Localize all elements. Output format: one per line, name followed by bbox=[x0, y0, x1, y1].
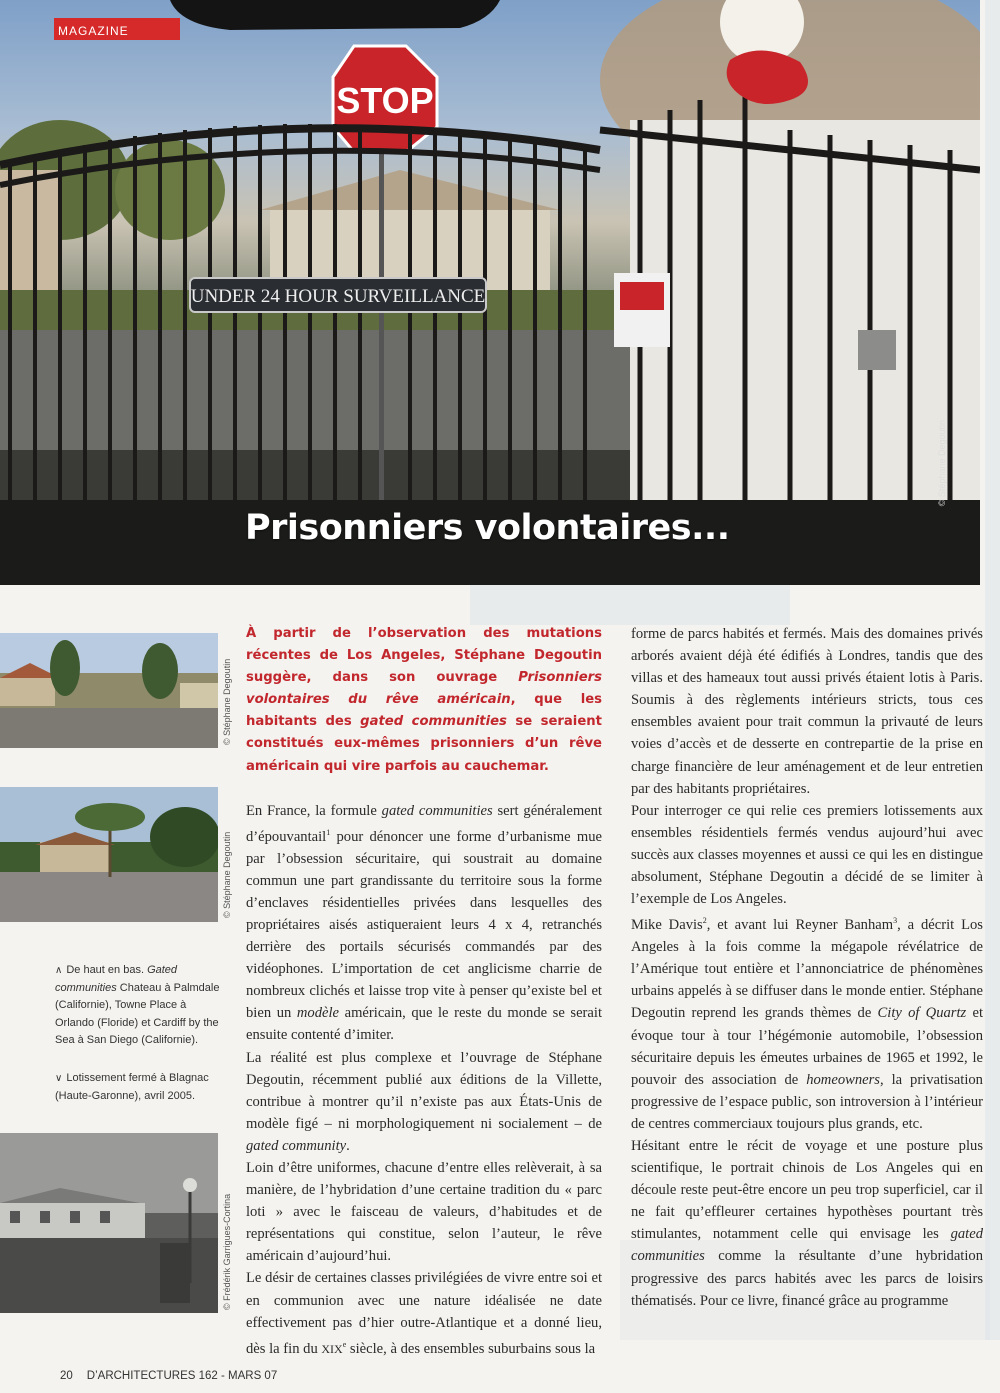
photo-credit-2: © Stéphane Degoutin bbox=[222, 831, 232, 918]
section-tag: MAGAZINE bbox=[54, 18, 180, 40]
gate-illustration bbox=[0, 0, 980, 585]
paragraph: Hésitant entre le récit de voyage et une posture plus scientifique, le portrait chinois de Los Angeles qui en découle reste peut-être encore un peu trop superficiel, car il ne fait qu’effleurer certaines hypothèses pourtant très stimulantes, notamment celle qui envisage les gated communities comme la résultante d’une hybridation progressive des parcs habités avec les parcs de loisirs thématisés. Pour ce livre, financé grâce au programme bbox=[631, 1138, 983, 1309]
hero-photo bbox=[0, 0, 980, 585]
page-number: 20 bbox=[60, 1370, 73, 1382]
paragraph: En France, la formule gated communities sert généralement d’épouvantail$^1$ pour dénoncer une forme d’urbanisme mue par l’obsession sécuritaire, qui soustrait au domaine commun une part grandissante du territoire sous la forme d’enclaves résidentielles privées dans lesquelles des propriétaires aisés astiqueraient leurs 4 x 4, retranchés derrière des portails sécurisés commandés par des vidéophones. L’importation de cet anglicisme charrie de nombreux clichés et laisse trop vite à penser qu’existe bel et bien un modèle américain, que le reste du monde se serait ensuite contenté d’imiter. bbox=[246, 802, 603, 1044]
publication-name: D’ARCHITECTURES 162 - MARS 07 bbox=[86, 1370, 278, 1382]
photo-caption-bottom: ∨ Lotissement fermé à Blagnac (Haute-Garonne), avril 2005. bbox=[55, 1072, 209, 1102]
photo-caption-top: ∧ De haut en bas. Gated communities Chateau à Palmdale (Californie), Towne Place à Orlando (Floride) et Cardiff by the Sea à San Diego (Californie). bbox=[55, 964, 220, 1046]
page-title: Prisonniers volontaires... bbox=[245, 508, 730, 548]
page-footer bbox=[60, 1370, 291, 1382]
main-photo-credit: © Stéphane Degoutin bbox=[937, 420, 947, 507]
surveillance-sign-text: UNDER 24 HOUR SURVEILLANCE bbox=[190, 286, 486, 307]
paragraph: Mike Davis$^2$, et avant lui Reyner Banham$^3$, a décrit Los Angeles à la fois comme la mégapole révélatrice de l’Amérique tout entière et l’annonciatrice de phénomènes urbains appelés à se diffuser dans le monde entier. Stéphane Degoutin reprend les grands thèmes de City of Quartz et évoque tour à tour l’hégémonie automobile, l’obsession sécuritaire depuis les émeutes urbaines de 1965 et 1992, le pouvoir des association de homeowners, la privatisation progressive de l’espace public, son introversion à l’intérieur de centres commerciaux toujours plus grands, etc. bbox=[631, 916, 984, 1132]
side-photo-blagnac bbox=[0, 1133, 218, 1313]
up-arrow-icon: ∧ bbox=[55, 965, 63, 976]
photo-credit-3: © Frédérik Garrigues-Cortina bbox=[222, 1193, 232, 1310]
down-arrow-icon: ∨ bbox=[55, 1073, 63, 1084]
article-column-1 bbox=[246, 623, 602, 1360]
paragraph: Pour interroger ce qui relie ces premiers lotissements aux ensembles résidentiels fermés vendus aujourd’hui avec succès aux classes moyennes et aussi ce qui les en distingue absolument, Stéphane Degoutin a décidé de se limiter à l’exemple de Los Angeles. bbox=[631, 802, 983, 908]
paragraph: La réalité est plus complexe et l’ouvrage de Stéphane Degoutin, récemment publié aux éditions de la Villette, contribue à montrer qu’il n’existe pas aux États-Unis de modèle figé – ni morphologiquement ni socialement – de gated community. bbox=[246, 1049, 602, 1154]
background-tile bbox=[470, 585, 790, 625]
side-photo-palmdale bbox=[0, 633, 218, 748]
paragraph: Loin d’être uniformes, chacune d’entre elles relèverait, à sa manière, de l’hybridation d’une certaine tradition du « parc loti » avec le faisceau de valeurs, d’habitudes et de représentations qui constitue, selon l’auteur, le rêve américain d’aujourd’hui. bbox=[246, 1160, 602, 1265]
article-column-2 bbox=[631, 623, 983, 1312]
stop-sign-text: STOP bbox=[336, 80, 434, 121]
paragraph: Le désir de certaines classes privilégiées de vivre entre soi et en communion avec une nature idéalisée ne date effectivement pas d’hier outre-Atlantique et a donné lieu, dès la fin du XIXe siècle, à des ensembles suburbains sous la bbox=[246, 1270, 602, 1357]
side-photo-orlando bbox=[0, 787, 218, 922]
background-tile bbox=[985, 0, 1000, 1340]
article-lead: À partir de l’observation des mutations récentes de Los Angeles, Stéphane Degoutin suggère, dans son ouvrage Prisonniers volontaires du rêve américain, que les habitants des gated communities se seraient constitués eux-mêmes prisonniers d’un rêve américain qui vire parfois au cauchemar. bbox=[246, 626, 603, 774]
paragraph: forme de parcs habités et fermés. Mais des domaines privés arborés avaient déjà été édifiés à Londres, tandis que des villas et des hameaux tout aussi privés étaient lotis à Paris. Soumis à des règlements intérieurs stricts, tous ces ensembles avaient pour trait commun la privauté de leurs voies d’accès et de desserte en contrepartie de la prise en charge financière de leur aménagement et de leur entretien par des habitants propriétaires. bbox=[631, 626, 983, 797]
photo-credit-1: © Stéphane Degoutin bbox=[222, 658, 232, 745]
